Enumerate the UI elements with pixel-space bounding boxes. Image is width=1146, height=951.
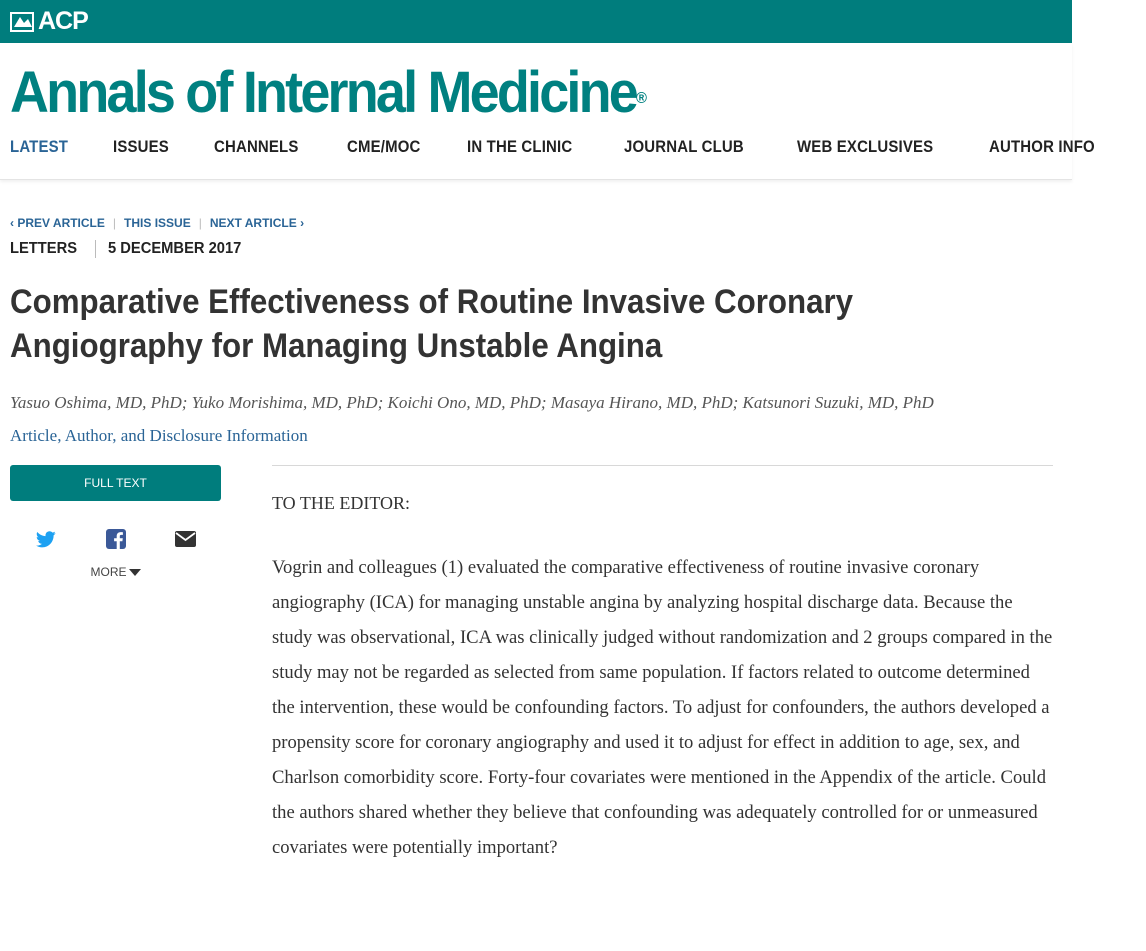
disclosure-info-link[interactable]: Article, Author, and Disclosure Information	[10, 426, 308, 445]
journal-title-logo[interactable]	[10, 58, 647, 128]
full-text-button[interactable]: FULL TEXT	[10, 465, 221, 501]
salutation: TO THE EDITOR:	[272, 493, 410, 513]
journal-title-text: Annals of Internal Medicine	[10, 60, 637, 125]
article-title: Comparative Effectiveness of Routine Invasive Coronary Angiography for Managing Unstable Angina	[10, 283, 854, 365]
next-article-link[interactable]: NEXT ARTICLE ›	[209, 216, 305, 230]
registered-mark: ®	[636, 90, 647, 107]
more-share-button[interactable]	[10, 565, 221, 579]
article-body-paragraph: Vogrin and colleagues (1) evaluated the comparative effectiveness of routine invasive coronary angiography (ICA) for managing unstable angina by analyzing hospital discharge data. Because the study was observational, ICA was clinically judged without randomization and 2 groups compared in the study may not be regarded as selected from same population. If factors related to outcome determined the intervention, these would be confounding factors. To adjust for confounders, the authors developed a propensity score for coronary angiography and used it to adjust for effect in addition to age, sex, and Charlson comorbidity score. Forty-four covariates were mentioned in the Appendix of the article. Could the authors shared whether they believe that confounding was adequately controlled for or unmeasured covariates were potentially important?	[272, 557, 1053, 858]
nav-item-author-info[interactable]: AUTHOR INFO	[989, 137, 1095, 156]
more-label: MORE	[90, 565, 127, 579]
article-nav-separator: |	[198, 216, 202, 230]
article-nav-separator: |	[112, 216, 117, 230]
article-content	[272, 465, 1053, 865]
masthead	[0, 43, 1095, 180]
share-icons	[10, 529, 221, 549]
prev-article-link[interactable]: ‹ PREV ARTICLE	[10, 216, 105, 230]
email-icon[interactable]	[174, 529, 196, 549]
nav-item-issues[interactable]: ISSUES	[113, 137, 169, 156]
article-meta	[10, 240, 253, 258]
acp-logo-icon	[10, 12, 36, 32]
acp-logo-text: ACP	[38, 7, 88, 35]
acp-logo[interactable]	[10, 7, 88, 36]
twitter-icon[interactable]	[35, 529, 57, 549]
article-sidebar	[10, 465, 221, 579]
nav-item-web-exclusives[interactable]: WEB EXCLUSIVES	[797, 137, 934, 156]
meta-divider	[95, 240, 96, 258]
main-nav	[10, 137, 1146, 157]
caret-down-icon	[129, 569, 141, 576]
article-navigation	[10, 216, 304, 230]
nav-item-cme-moc[interactable]: CME/MOC	[346, 137, 421, 156]
article-date: 5 DECEMBER 2017	[107, 240, 242, 257]
nav-item-channels[interactable]: CHANNELS	[213, 137, 299, 156]
nav-item-journal-club[interactable]: JOURNAL CLUB	[623, 137, 744, 156]
facebook-icon[interactable]	[105, 529, 127, 549]
nav-item-in-the-clinic[interactable]: IN THE CLINIC	[467, 137, 573, 156]
this-issue-link[interactable]: THIS ISSUE	[124, 216, 191, 230]
article-authors: Yasuo Oshima, MD, PhD; Yuko Morishima, MD, PhD; Koichi Ono, MD, PhD; Masaya Hirano, MD, PhD; Katsunori Suzuki, MD, PhD	[10, 393, 934, 412]
article-section: LETTERS	[10, 240, 78, 257]
nav-item-latest[interactable]: LATEST	[10, 137, 69, 156]
top-bar	[0, 0, 1072, 43]
